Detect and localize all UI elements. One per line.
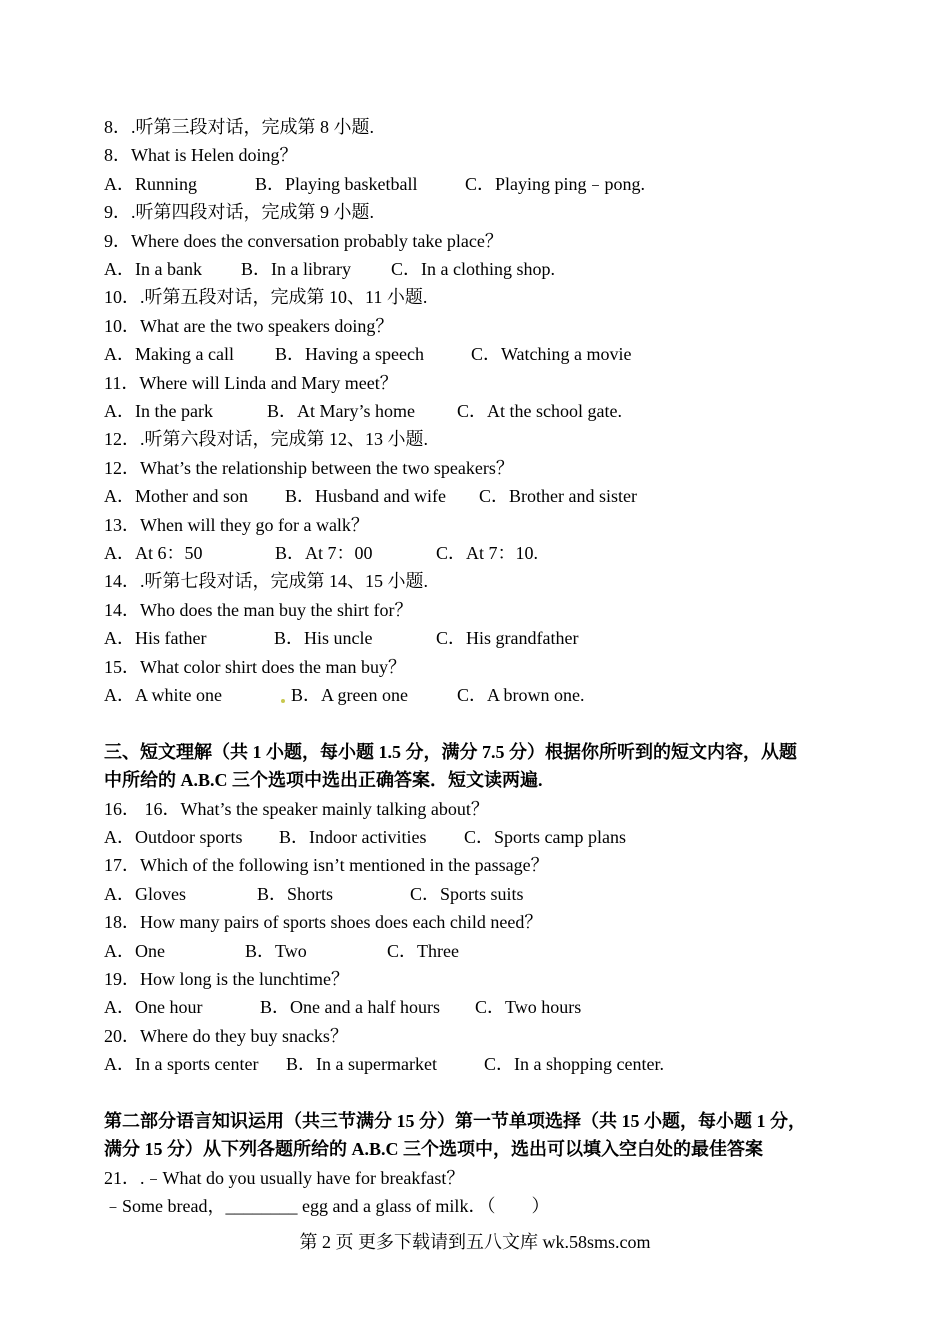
option-a: A．In a bank [104, 259, 202, 279]
question-text: 14．Who does the man buy the shirt for？ [104, 600, 413, 620]
option-c: C．His grandfather [436, 628, 579, 648]
option-b: B．Playing basketball [255, 174, 418, 194]
question-text: 12．What’s the relationship between the two speakers？ [104, 458, 514, 478]
question-text: 18．How many pairs of sports shoes does each child need？ [104, 912, 543, 932]
section-heading: 满分 15 分）从下列各题所给的 A.B.C 三个选项中，选出可以填入空白处的最佳答案 [104, 1139, 764, 1159]
option-c: C．A brown one. [457, 685, 585, 705]
section-heading: 三、短文理解（共 1 小题，每小题 1.5 分，满分 7.5 分）根据你所听到的短文内容，从题 [104, 742, 797, 762]
question-text: 21．.﹣What do you usually have for breakfast？ [104, 1168, 465, 1188]
option-b: B．Indoor activities [279, 827, 427, 847]
option-b: B．Husband and wife [285, 486, 446, 506]
question-text: 13．When will they go for a walk？ [104, 515, 369, 535]
option-c: C．At 7：10. [436, 543, 539, 563]
listening-section-note: 9．.听第四段对话，完成第 9 小题. [104, 202, 374, 222]
option-c: C．Playing ping﹣pong. [465, 174, 646, 194]
option-b: B．At Mary’s home [267, 401, 415, 421]
option-b: B．One and a half hours [260, 997, 440, 1017]
option-b: B．A green one [291, 685, 408, 705]
option-c: C．Three [387, 941, 459, 961]
option-c: C．In a clothing shop. [391, 259, 555, 279]
option-c: C．At the school gate. [457, 401, 622, 421]
question-text: ﹣Some bread，________ egg and a glass of milk．（ ） [104, 1196, 550, 1216]
option-c: C．Brother and sister [479, 486, 637, 506]
option-c: C．Two hours [475, 997, 582, 1017]
listening-section-note: 12．.听第六段对话，完成第 12、13 小题. [104, 429, 428, 449]
option-b: B．Having a speech [275, 344, 424, 364]
option-a: A．Outdoor sports [104, 827, 243, 847]
option-a: A．At 6：50 [104, 543, 203, 563]
question-text: 9．Where does the conversation probably take place？ [104, 231, 503, 251]
option-a: A．A white one [104, 685, 222, 705]
option-a: A．Gloves [104, 884, 186, 904]
option-a: A．In the park [104, 401, 213, 421]
option-b: B．At 7：00 [275, 543, 373, 563]
option-b: B．His uncle [274, 628, 373, 648]
page-footer: 第 2 页 更多下载请到五八文库 wk.58sms.com [299, 1232, 651, 1252]
question-text: 16． 16．What’s the speaker mainly talking about？ [104, 799, 489, 819]
question-text: 15．What color shirt does the man buy？ [104, 657, 406, 677]
option-a: A．Mother and son [104, 486, 248, 506]
option-a: A．In a sports center [104, 1054, 259, 1074]
option-c: C．Sports camp plans [464, 827, 626, 847]
section-heading: 第二部分语言知识运用（共三节满分 15 分）第一节单项选择（共 15 小题，每小题 1 分， [104, 1111, 806, 1131]
option-a: A．His father [104, 628, 207, 648]
question-text: 17．Which of the following isn’t mentioned in the passage？ [104, 855, 549, 875]
listening-section-note: 8．.听第三段对话，完成第 8 小题. [104, 117, 374, 137]
option-a: A．One hour [104, 997, 203, 1017]
question-text: 8．What is Helen doing？ [104, 145, 298, 165]
listening-section-note: 10．.听第五段对话，完成第 10、11 小题. [104, 287, 428, 307]
option-b: B．In a supermarket [286, 1054, 437, 1074]
question-text: 20．Where do they buy snacks？ [104, 1026, 348, 1046]
option-c: C．Watching a movie [471, 344, 632, 364]
option-c: C．In a shopping center. [484, 1054, 664, 1074]
question-text: 10．What are the two speakers doing？ [104, 316, 394, 336]
option-b: B．Two [245, 941, 307, 961]
question-text: 11．Where will Linda and Mary meet？ [104, 373, 398, 393]
option-a: A．Making a call [104, 344, 234, 364]
option-c: C．Sports suits [410, 884, 524, 904]
option-b: B．Shorts [257, 884, 334, 904]
option-b: B．In a library [241, 259, 351, 279]
option-a: A．Running [104, 174, 198, 194]
option-a: A．One [104, 941, 165, 961]
listening-section-note: 14．.听第七段对话，完成第 14、15 小题. [104, 571, 428, 591]
question-text: 19．How long is the lunchtime？ [104, 969, 349, 989]
section-heading: 中所给的 A.B.C 三个选项中选出正确答案．短文读两遍. [104, 770, 543, 790]
stray-dot-mark [281, 699, 285, 703]
